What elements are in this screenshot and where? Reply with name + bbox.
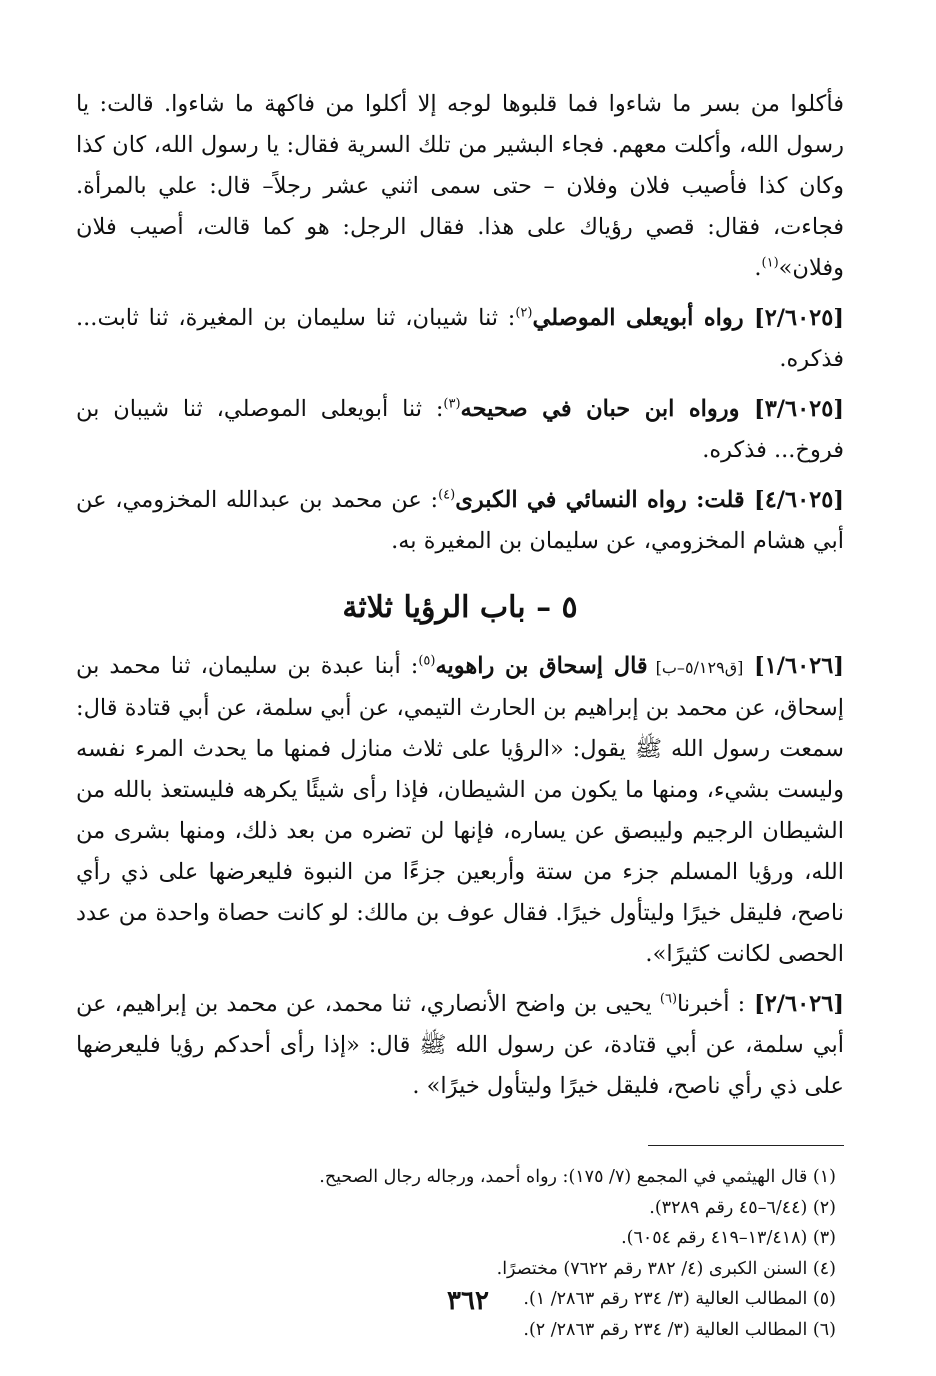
footnote-ref: (٦) — [659, 991, 678, 1007]
text-run: : أخبرنا — [677, 991, 746, 1017]
footnote-ref: (٥) — [418, 653, 436, 669]
footnote-ref: (٢) — [515, 305, 533, 321]
paragraph — [76, 984, 844, 1107]
text-run: يحيى بن واضح الأنصاري، ثنا محمد، عن محمد بن إبراهيم، عن أبي سلمة، عن أبي قتادة، عن رسول الله ﷺ قال: «إذا رأى أحدكم رؤيا فليعرضها على ذي رأي ناصح، فليقل خيرًا وليتأول خيرًا» . — [76, 991, 844, 1099]
footnotes — [76, 1162, 844, 1345]
footnote: (٥) المطالب العالية (٣/ ٢٣٤ رقم ٢٨٦٣/ ١). — [523, 1289, 836, 1309]
text-run: : ثنا شيبان، ثنا سليمان بن المغيرة، ثنا ثابت... فذكره. — [76, 305, 844, 372]
footnote-divider — [648, 1145, 844, 1146]
text-run: . — [754, 255, 762, 281]
chapter-section — [76, 646, 844, 1107]
text-run: : أبنا عبدة بن سليمان، ثنا محمد بن إسحاق، عن محمد بن إبراهيم بن الحارث التيمي، عن أبي سلمة، عن أبي قتادة قال: سمعت رسول الله ﷺ يقول: «الرؤيا على ثلاث منازل فمنها ما يحدث المرء نفسه وليست بشيء، ومنها ما يكون من الشيطان، فإذا رأى شيئًا يكرهه فليستعذ بالله من الشيطان الرجيم وليبصق عن يساره، فإنها لن تضره من بعد ذلك، ومنها بشرى من الله، ورؤيا المسلم جزء من ستة وأربعين جزءًا من النبوة فليعرضها على ذي رأي ناصح، فليقل خيرًا وليتأول خيرًا. فقال عوف بن مالك: لو كانت حصاة واحدة من عدد الحصى لكانت كثيرًا». — [76, 653, 844, 967]
chapter-heading: ٥ – باب الرؤيا ثلاثة — [342, 590, 578, 625]
footnote: (٤) السنن الكبرى (٤/ ٣٨٢ رقم ٧٦٢٢) مختصرًا. — [496, 1258, 836, 1279]
footnote: (١) قال الهيثمي في المجمع (٧/ ١٧٥): رواه أحمد، ورجاله رجال الصحيح. — [319, 1167, 836, 1187]
text-run: : عن محمد بن عبدالله المخزومي، عن أبي هشام المخزومي، عن سليمان بن المغيرة به. — [76, 487, 844, 554]
footnote-ref: (٤) — [438, 487, 456, 503]
bold-run: [١/٦٠٢٦] — [743, 653, 844, 679]
footnote-ref: (٣) — [443, 396, 461, 412]
footnote-ref: (١) — [761, 255, 779, 271]
page-number: ٣٦٢ — [447, 1286, 489, 1316]
text-run: [ق٥/١٢٩–ب] — [647, 658, 744, 677]
text-run: فأكلوا من بسر ما شاءوا فما قلبوها لوجه إلا أكلوا من فاكهة ما شاءوا. قالت: يا رسول الله، وأكلت معهم. فجاء البشير من تلك السرية فقال: يا رسول الله، كان كذا وكان كذا فأصيب فلان وفلان – حتى سمى اثني عشر رجلاً– قال: علي بالمرأة. فجاءت، فقال: قصي رؤياك على هذا. فقال الرجل: هو كما قالت، أصيب فلان وفلان» — [76, 91, 844, 281]
footnote: (٦) المطالب العالية (٣/ ٢٣٤ رقم ٢٨٦٣/ ٢). — [523, 1319, 836, 1340]
paragraph — [76, 646, 844, 975]
bold-run: [٤/٦٠٢٥] قلت: رواه النسائي في الكبرى — [455, 487, 844, 513]
paragraph — [76, 298, 844, 380]
bold-run: [٢/٦٠٢٦] — [745, 991, 844, 1017]
paragraph — [76, 480, 844, 562]
footnote: (٢) (٦/٤٤–٤٥ رقم ٣٢٨٩). — [649, 1197, 836, 1218]
bold-run: قال إسحاق بن راهويه — [435, 653, 648, 679]
bold-run: [٣/٦٠٢٥] ورواه ابن حبان في صحيحه — [460, 396, 844, 422]
bold-run: [٢/٦٠٢٥] رواه أبويعلى الموصلي — [532, 305, 844, 331]
footnote: (٣) (١٣/٤١٨–٤١٩ رقم ٦٠٥٤). — [621, 1228, 836, 1248]
top-section — [76, 84, 844, 562]
text-run: : ثنا أبويعلى الموصلي، ثنا شيبان بن فروخ... فذكره. — [76, 396, 844, 463]
paragraph — [76, 84, 844, 289]
paragraph — [76, 389, 844, 471]
